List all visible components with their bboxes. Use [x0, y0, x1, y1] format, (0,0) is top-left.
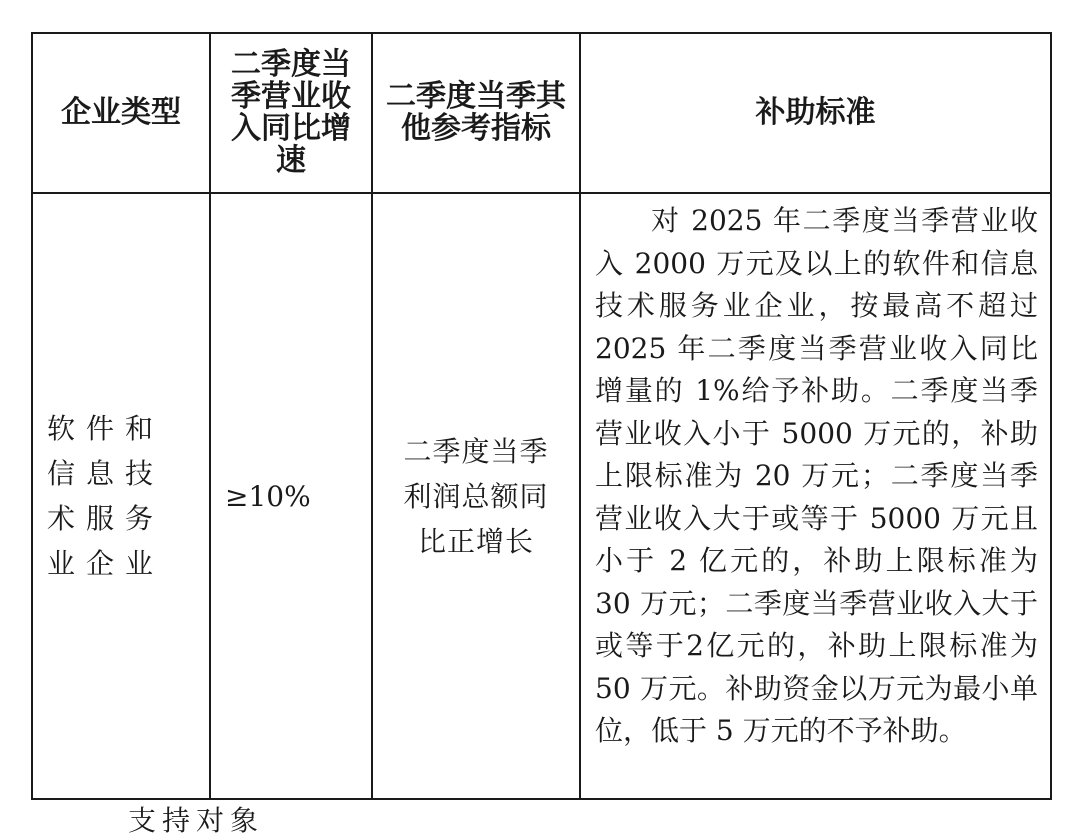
cell-subsidy-standard: 对 2025 年二季度当季营业收入 2000 万元及以上的软件和信息技术服务业企业，按最高不超过 2025 年二季度当季营业收入同比增量的 1%给予补助。二季度当季营业收入小于 5000 万元的，补助上限标准为 20 万元；二季度当季营业收入大于或等于 5000 万元且小于 2 亿元的，补助上限标准为 30 万元；二季度当季营业收入大于或等于2亿元的，补助上限标准为 50 万元。补助资金以万元为最小单位，低于 5 万元的不予补助。 — [580, 193, 1051, 799]
subsidy-table — [31, 32, 1052, 800]
footer-partial-text: 支持对象 — [128, 804, 265, 837]
header-subsidy-standard: 补助标准 — [580, 33, 1051, 193]
header-other-indicator: 二季度当季其他参考指标 — [372, 33, 580, 193]
cell-revenue-growth: ≥10% — [210, 193, 372, 799]
cell-other-indicator: 二季度当季利润总额同比正增长 — [372, 193, 580, 799]
cell-enterprise-type: 软件和信息技术服务业企业 — [32, 193, 210, 799]
header-row — [32, 33, 1051, 193]
header-revenue-growth: 二季度当季营业收入同比增速 — [210, 33, 372, 193]
header-enterprise-type: 企业类型 — [32, 33, 210, 193]
table-row — [32, 193, 1051, 799]
